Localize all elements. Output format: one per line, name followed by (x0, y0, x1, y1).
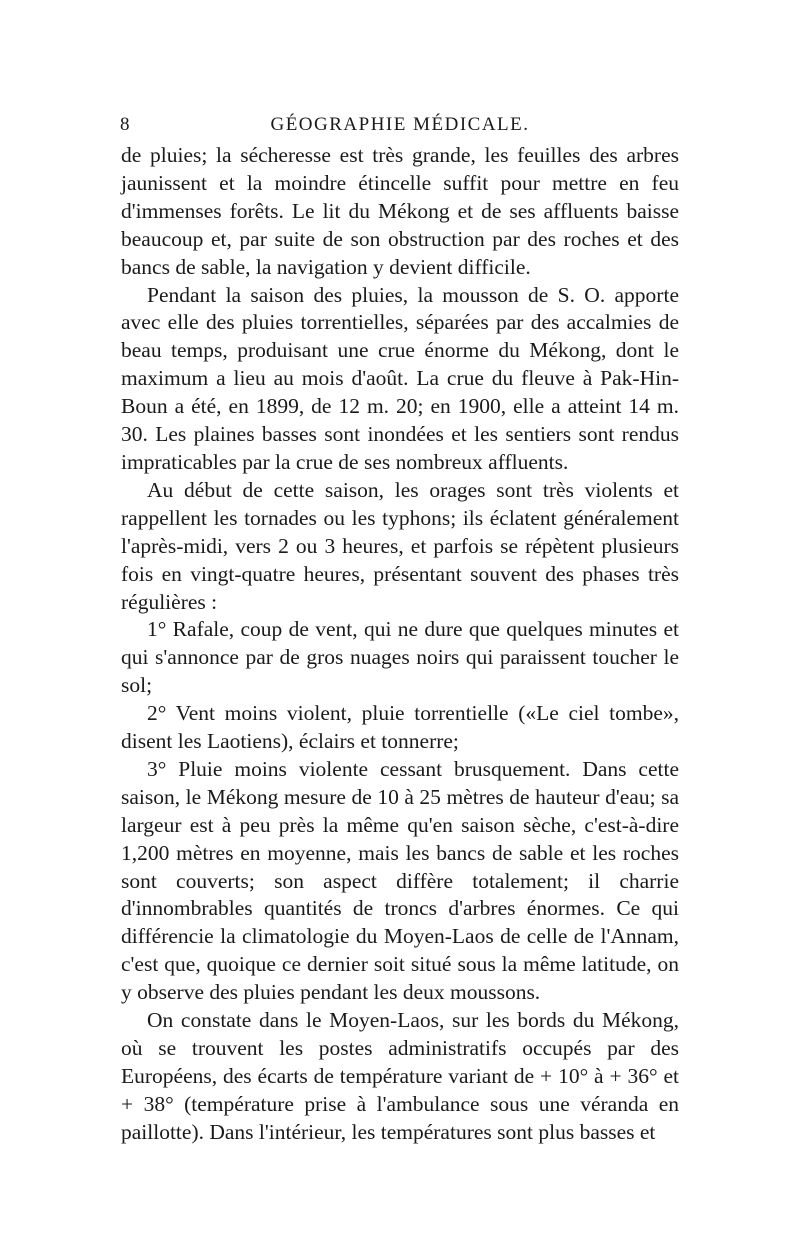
paragraph-phase-2: 2° Vent moins violent, pluie torrentielle («Le ciel tombe», disent les Laotiens), éclairs et tonnerre; (121, 701, 679, 754)
page-number: 8 (120, 114, 131, 135)
paragraph-phase-3: 3° Pluie moins violente cessant brusquement. Dans cette saison, le Mékong mesure de 10 à 25 mètres de hauteur d'eau; sa largeur est à peu près la même qu'en saison sèche, c'est-à-dire 1,200 mètres en moyenne, mais les bancs de sable et les roches sont couverts; son aspect diffère totalement; il charrie d'innombrables quantités de troncs d'arbres énormes. Ce qui différencie la climatologie du Moyen-Laos de celle de l'Annam, c'est que, quoique ce dernier soit situé sous la même latitude, on y observe des pluies pendant les deux moussons. (121, 756, 679, 1005)
running-title: GÉOGRAPHIE MÉDICALE. (270, 114, 530, 135)
paragraph-rainy-season: Pendant la saison des pluies, la mousson de S. O. apporte avec elle des pluies torrentielles, séparées par des accalmies de beau temps, produisant une crue énorme du Mékong, dont le maximum a lieu au mois d'août. La crue du fleuve à Pak-Hin-Boun a été, en 1899, de 12 m. 20; en 1900, elle a atteint 14 m. 30. Les plaines basses sont inondées et les sentiers sont rendus impraticables par la crue de ses nombreux affluents. (121, 282, 679, 474)
paragraph-temperatures: On constate dans le Moyen-Laos, sur les bords du Mékong, où se trouvent les postes administratifs occupés par des Européens, des écarts de température variant de + 10° à + 36° et + 38° (température prise à l'ambulance sous une véranda en paillotte). Dans l'intérieur, les températures sont plus basses et (121, 1008, 679, 1144)
paragraph-storms: Au début de cette saison, les orages sont très violents et rappellent les tornades ou les typhons; ils éclatent généralement l'après-midi, vers 2 ou 3 heures, et parfois se répètent plusieurs fois en vingt-quatre heures, présentant souvent des phases très régulières : (121, 477, 679, 614)
paragraph-dry-season-end: de pluies; la sécheresse est très grande, les feuilles des arbres jaunissent et la moindre étincelle suffit pour mettre en feu d'immenses forêts. Le lit du Mékong et de ses affluents baisse beaucoup et, par suite de son obstruction par des roches et des bancs de sable, la navigation y devient difficile. (121, 143, 679, 279)
running-head (120, 114, 680, 138)
paragraph-phase-1: 1° Rafale, coup de vent, qui ne dure que quelques minutes et qui s'annonce par de gros nuages noirs qui paraissent toucher le sol; (121, 617, 679, 698)
body-text (121, 142, 679, 1147)
